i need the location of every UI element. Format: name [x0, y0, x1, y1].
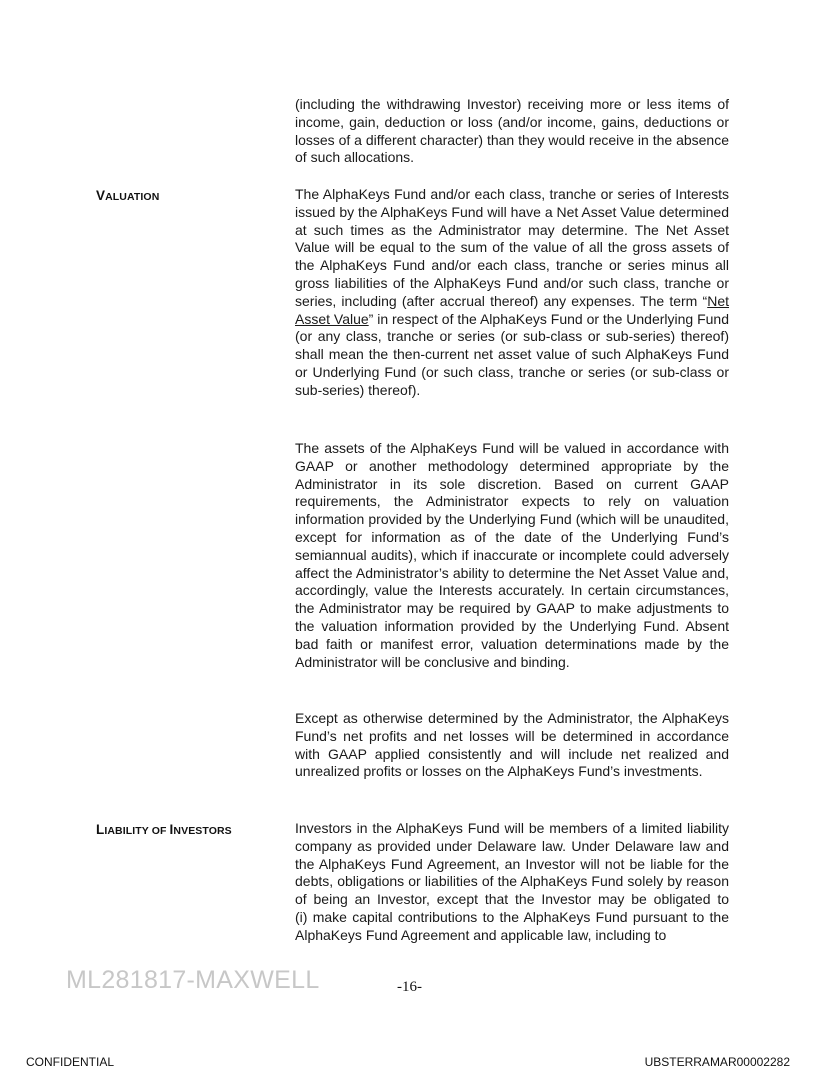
valuation-paragraph-3-text: Except as otherwise determined by the Administrator, the AlphaKeys Fund’s net profits and net losses will be determined in accordance with GAAP applied consistently and will include net realized and unrealized profits or losses on the AlphaKeys Fund’s investments.	[295, 710, 729, 780]
valuation-paragraph-2	[295, 440, 729, 671]
valuation-paragraph-1	[295, 186, 729, 400]
confidential-label: CONFIDENTIAL	[26, 1055, 115, 1069]
continuation-text: (including the withdrawing Investor) receiving more or less items of income, gain, deduction or loss (and/or income, gains, deductions or losses of a different character) than they would receive in the absence of such allocations.	[295, 96, 729, 166]
net-asset-value-term: Net Asset Value	[295, 292, 729, 327]
valuation-heading-initial: V	[96, 188, 106, 203]
valuation-paragraph-3	[295, 710, 729, 781]
valuation-paragraph-1-before: The AlphaKeys Fund and/or each class, tranche or series of Interests issued by the AlphaKeys Fund will have a Net Asset Value determined at such times as the Administrator may determine. The Net Asset Value will be equal to the sum of the value of all the gross assets of the AlphaKeys Fund and/or each class, tranche or series minus all gross liabilities of the AlphaKeys Fund and/or such class, tranche or series, including (after accrual thereof) any expenses. The term “	[295, 186, 729, 309]
continuation-paragraph	[295, 96, 729, 167]
liability-heading-rest-2: NVESTORS	[173, 825, 232, 837]
valuation-heading-rest: ALUATION	[105, 191, 160, 203]
liability-heading-initial-i: I	[169, 822, 174, 837]
liability-paragraph-1-text: Investors in the AlphaKeys Fund will be members of a limited liability company as provided under Delaware law. Under Delaware law and the AlphaKeys Fund Agreement, an Investor will not be liable for the debts, obligations or liabilities of the AlphaKeys Fund solely by reason of being an Investor, except that the Investor may be obligated to (i) make capital contributions to the AlphaKeys Fund pursuant to the AlphaKeys Fund Agreement and applicable law, including to	[295, 820, 729, 943]
valuation-heading	[96, 188, 159, 203]
valuation-paragraph-2-text: The assets of the AlphaKeys Fund will be valued in accordance with GAAP or another methodology determined appropriate by the Administrator in its sole discretion. Based on current GAAP requirements, the Administrator expects to rely on valuation information provided by the Underlying Fund (which will be unaudited, except for information as of the date of the Underlying Fund’s semiannual audits), which if inaccurate or incomplete could adversely affect the Administrator’s ability to determine the Net Asset Value and, accordingly, value the Interests accurately. In certain circumstances, the Administrator may be required by GAAP to make adjustments to the valuation information provided by the Underlying Fund. Absent bad faith or manifest error, valuation determinations made by the Administrator will be conclusive and binding.	[295, 440, 729, 670]
liability-heading-initial-l: L	[96, 822, 105, 837]
liability-heading-rest-1: IABILITY OF	[104, 825, 170, 837]
page-number: -16-	[397, 979, 422, 995]
liability-heading	[96, 822, 232, 837]
bates-number: UBSTERRAMAR00002282	[644, 1055, 790, 1069]
valuation-paragraph-1-after: ” in respect of the AlphaKeys Fund or the Underlying Fund (or any class, tranche or series (or sub-class or sub-series) thereof) shall mean the then-current net asset value of such AlphaKeys Fund or Underlying Fund (or such class, tranche or series (or sub-class or sub-series) thereof).	[295, 310, 729, 398]
valuation-paragraph-1-text	[295, 186, 729, 400]
liability-paragraph-1	[295, 820, 729, 945]
watermark-stamp: ML281817-MAXWELL	[66, 966, 320, 994]
